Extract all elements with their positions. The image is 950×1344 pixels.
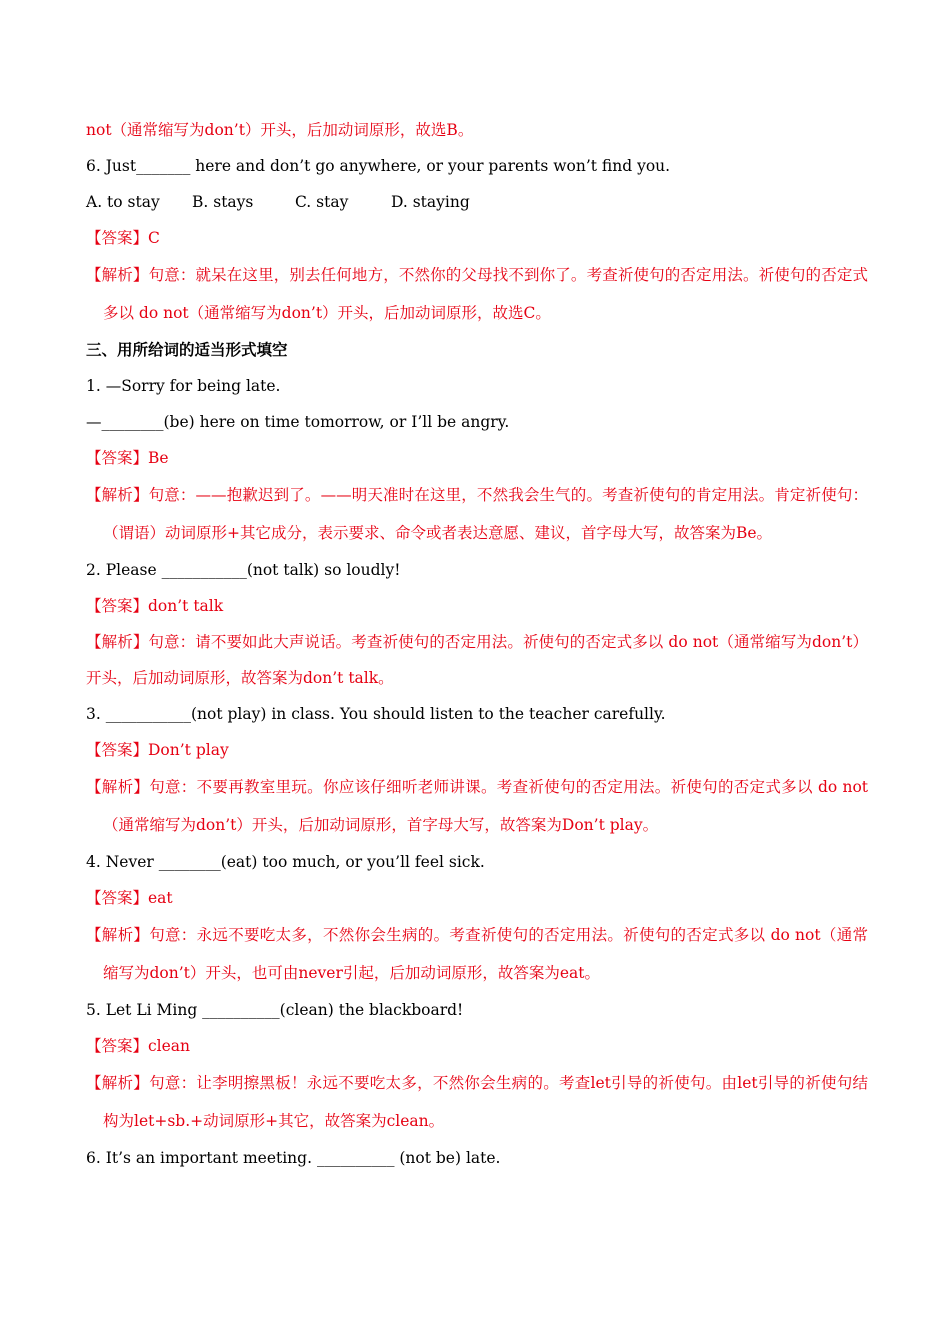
fill-4-answer: 【答案】eat xyxy=(86,889,173,907)
question-6-stem: 6. Just_______ here and don’t go anywhere, or your parents won’t find you. xyxy=(86,157,671,175)
fill-1-stem-a: 1. —Sorry for being late. xyxy=(86,377,281,395)
fill-1-answer: 【答案】Be xyxy=(86,449,169,467)
fill-3-answer: 【答案】Don’t play xyxy=(86,741,229,759)
fill-6-stem: 6. It’s an important meeting. __________ (not be) late. xyxy=(86,1149,501,1167)
document-page xyxy=(86,112,868,1176)
explanation-continuation: not（通常缩写为don’t）开头，后加动词原形，故选B。 xyxy=(86,121,474,139)
option-a: A. to stay xyxy=(86,193,160,211)
fill-4-explanation: 【解析】句意：永远不要吃太多，不然你会生病的。考查祈使句的否定用法。祈使句的否定式多以 do not（通常缩写为don’t）开头，也可由never引起，后加动词原形，故答案为eat。 xyxy=(86,926,868,982)
option-b: B. stays xyxy=(192,193,254,211)
fill-2-stem: 2. Please ___________(not talk) so loudly! xyxy=(86,561,401,579)
fill-5-answer: 【答案】clean xyxy=(86,1037,191,1055)
fill-2-answer: 【答案】don’t talk xyxy=(86,597,224,615)
fill-2-explanation: 【解析】句意：请不要如此大声说话。考查祈使句的否定用法。祈使句的否定式多以 do not（通常缩写为don’t）开头，后加动词原形，故答案为don’t talk。 xyxy=(86,633,868,687)
fill-3-stem: 3. ___________(not play) in class. You should listen to the teacher carefully. xyxy=(86,705,666,723)
fill-3-explanation: 【解析】句意：不要再教室里玩。你应该仔细听老师讲课。考查祈使句的否定用法。祈使句的否定式多以 do not（通常缩写为don’t）开头，后加动词原形，首字母大写，故答案为Don’t play。 xyxy=(86,778,868,834)
option-c: C. stay xyxy=(295,193,349,211)
question-6-explanation: 【解析】句意：就呆在这里，别去任何地方，不然你的父母找不到你了。考查祈使句的否定用法。祈使句的否定式多以 do not（通常缩写为don’t）开头，后加动词原形，故选C。 xyxy=(86,266,868,322)
fill-5-stem: 5. Let Li Ming __________(clean) the blackboard! xyxy=(86,1001,464,1019)
question-6-answer: 【答案】C xyxy=(86,229,160,247)
section-3-title: 三、用所给词的适当形式填空 xyxy=(86,340,288,359)
fill-4-stem: 4. Never ________(eat) too much, or you’ll feel sick. xyxy=(86,853,485,871)
option-d: D. staying xyxy=(391,193,470,211)
fill-1-stem-b: —________(be) here on time tomorrow, or I’ll be angry. xyxy=(86,413,510,431)
fill-5-explanation: 【解析】句意：让李明擦黑板！永远不要吃太多，不然你会生病的。考查let引导的祈使句。由let引导的祈使句结构为let+sb.+动词原形+其它，故答案为clean。 xyxy=(86,1074,868,1130)
fill-1-explanation: 【解析】句意：——抱歉迟到了。——明天准时在这里，不然我会生气的。考查祈使句的肯定用法。肯定祈使句：（谓语）动词原形+其它成分，表示要求、命令或者表达意愿、建议，首字母大写，故答案为Be。 xyxy=(86,486,868,542)
question-6-options xyxy=(86,184,868,220)
